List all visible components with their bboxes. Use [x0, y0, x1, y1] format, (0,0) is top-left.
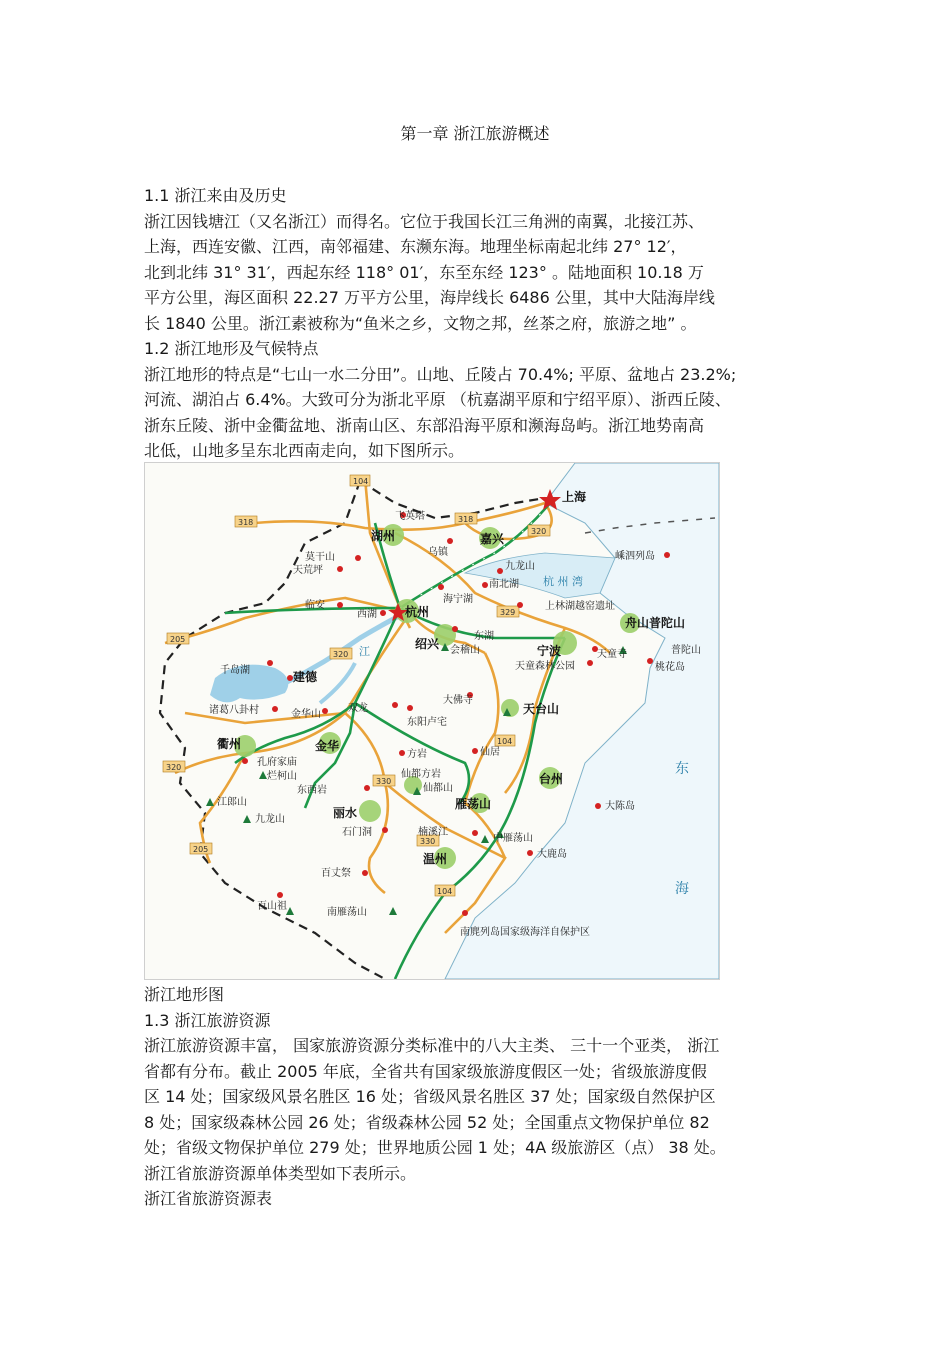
section-3-line: 浙江旅游资源丰富， 国家旅游资源分类标准中的八大主类、 三十一个亚类， 浙江: [144, 1036, 720, 1055]
place-label: 楠溪江: [418, 827, 448, 838]
map-graphic: [145, 463, 719, 979]
place-label: 建德: [293, 670, 318, 684]
city-label: 丽水: [333, 806, 358, 820]
city-label: 金华: [315, 739, 340, 753]
place-label: 舟山普陀山: [625, 616, 686, 630]
place-label: 东阳卢宅: [407, 717, 447, 728]
place-label: 东湖: [474, 631, 494, 642]
place-label: 天童森林公园: [515, 661, 575, 672]
city-label: 绍兴: [415, 637, 440, 651]
place-label: 天童寺: [597, 649, 627, 660]
place-label: 天荒坪: [293, 565, 323, 576]
section-3: [144, 982, 814, 1212]
section-2-line: 浙东丘陵、浙中金衢盆地、浙南山区、东部沿海平原和濒海岛屿。浙江地势南高: [144, 415, 705, 435]
city-label: 衢州: [217, 737, 242, 751]
place-label: 诸葛八卦村: [209, 705, 259, 716]
place-label: 仙都山: [423, 783, 453, 794]
city-label: 台州: [539, 772, 564, 786]
city-label: 杭州: [405, 605, 430, 619]
place-label: 南麂列岛国家级海洋自保护区: [460, 927, 590, 938]
city-label: 宁波: [537, 644, 562, 658]
water-label: 江: [359, 645, 370, 658]
lanjiang-river: [320, 663, 355, 703]
place-label: 孔府家庙: [257, 757, 297, 768]
route-label: 205: [170, 635, 186, 644]
place-label: 大佛寺: [443, 695, 473, 706]
route-label: 320: [166, 763, 182, 772]
place-label: 百丈祭: [321, 868, 351, 879]
place-label: 东西岩: [297, 785, 327, 796]
route-label: 104: [437, 887, 453, 896]
place-label: 莫干山: [305, 552, 335, 563]
section-1-line: 平方公里，海区面积 22.27 万平方公里，海岸线长 6486 公里，其中大陆海岸线: [144, 288, 715, 307]
section-3-heading: 1.3 浙江旅游资源: [144, 1010, 271, 1030]
water-label: 东: [675, 761, 689, 777]
section-2-heading: 1.2 浙江地形及气候特点: [144, 339, 319, 358]
city-label: 上海: [562, 490, 587, 504]
water-label: 杭 州 湾: [543, 575, 583, 588]
place-label: 仙都方岩: [401, 769, 441, 780]
place-label: 大鹿岛: [537, 849, 567, 860]
city-label: 湖州: [371, 529, 396, 543]
hangzhou-bay: [465, 553, 615, 598]
section-1-line: 浙江因钱塘江（又名浙江）而得名。它位于我国长江三角洲的南翼，北接江苏、: [144, 211, 705, 231]
section-3-line: 省都有分布。截止 2005 年底，全省共有国家级旅游度假区一处；省级旅游度假: [144, 1061, 707, 1081]
route-label: 205: [193, 845, 209, 854]
place-label: 仙居: [480, 747, 500, 758]
place-label: 大陈岛: [605, 801, 635, 812]
place-label: 雁荡山: [455, 797, 492, 811]
place-label: 中雁荡山: [493, 833, 533, 844]
place-label: 上林湖越窑遗址: [545, 601, 615, 612]
place-label: 乌镇: [428, 547, 448, 558]
place-label: 石门洞: [342, 827, 372, 838]
section-1: [144, 183, 814, 464]
place-label: 双龙: [348, 703, 368, 714]
map-caption: 浙江地形图: [144, 985, 225, 1004]
section-3-line: 区 14 处；国家级风景名胜区 16 处；省级风景名胜区 37 处；国家级自然保护区: [144, 1087, 716, 1106]
water-label: 海: [675, 881, 689, 897]
section-2-line: 浙江地形的特点是“七山一水二分田”。山地、丘陵占 70.4%; 平原、盆地占 23.2%;: [144, 364, 737, 384]
place-label: 江郎山: [217, 797, 247, 808]
route-label: 320: [531, 527, 547, 536]
section-1-line: 北到北纬 31° 31′，西起东经 118° 01′，东至东经 123° 。陆地面积 10.18 万: [144, 262, 704, 282]
place-label: 方岩: [407, 749, 427, 760]
place-label: 普陀山: [671, 645, 701, 656]
place-label: 金华山: [291, 709, 321, 720]
section-3-line: 浙江省旅游资源单体类型如下表所示。: [144, 1163, 417, 1183]
section-1-line: 长 1840 公里。浙江素被称为“鱼米之乡，文物之邦，丝茶之府，旅游之地” 。: [144, 313, 697, 333]
place-label: 飞英塔: [395, 511, 425, 522]
city-label: 温州: [423, 852, 448, 866]
place-label: 百山祖: [257, 901, 287, 912]
place-label: 南北湖: [489, 579, 519, 590]
place-label: 烂柯山: [267, 771, 297, 782]
place-label: 南雁荡山: [327, 907, 367, 918]
section-2-line: 河流、湖泊占 6.4%。大致可分为浙北平原 （杭嘉湖平原和宁绍平原）、浙西丘陵、: [144, 390, 731, 409]
table-caption: 浙江省旅游资源表: [144, 1189, 273, 1208]
place-label: 会稽山: [450, 645, 480, 656]
route-label: 329: [500, 608, 516, 617]
section-2-line: 北低，山地多呈东北西南走向，如下图所示。: [144, 441, 465, 460]
route-label: 318: [238, 518, 254, 527]
zhejiang-terrain-map: [144, 462, 720, 980]
route-label: 330: [376, 777, 392, 786]
section-1-line: 上海，西连安徽、江西，南邻福建、东濒东海。地理坐标南起北纬 27° 12′，: [144, 237, 687, 256]
place-label: 西湖: [357, 609, 377, 620]
place-label: 临安: [305, 600, 325, 611]
section-3-line: 处；省级文物保护单位 279 处；世界地质公园 1 处；4A 级旅游区（点） 38 处。: [144, 1138, 726, 1157]
route-label: 104: [497, 737, 513, 746]
place-label: 桃花岛: [655, 662, 685, 673]
city-label: 嘉兴: [480, 532, 505, 546]
route-label: 318: [458, 515, 474, 524]
place-label: 天台山: [523, 702, 560, 716]
section-3-line: 8 处；国家级森林公园 26 处；省级森林公园 52 处；全国重点文物保护单位 82: [144, 1112, 710, 1132]
place-label: 九龙山: [505, 561, 535, 572]
chapter-title: 第一章 浙江旅游概述: [400, 124, 550, 143]
place-label: 海宁湖: [443, 594, 473, 605]
section-1-heading: 1.1 浙江来由及历史: [144, 186, 287, 205]
place-label: 千岛湖: [220, 665, 250, 676]
route-label: 104: [353, 477, 369, 486]
place-label: 九龙山: [255, 814, 285, 825]
place-label: 嵊泗列岛: [615, 551, 655, 562]
route-label: 330: [420, 837, 436, 846]
route-label: 320: [333, 650, 349, 659]
